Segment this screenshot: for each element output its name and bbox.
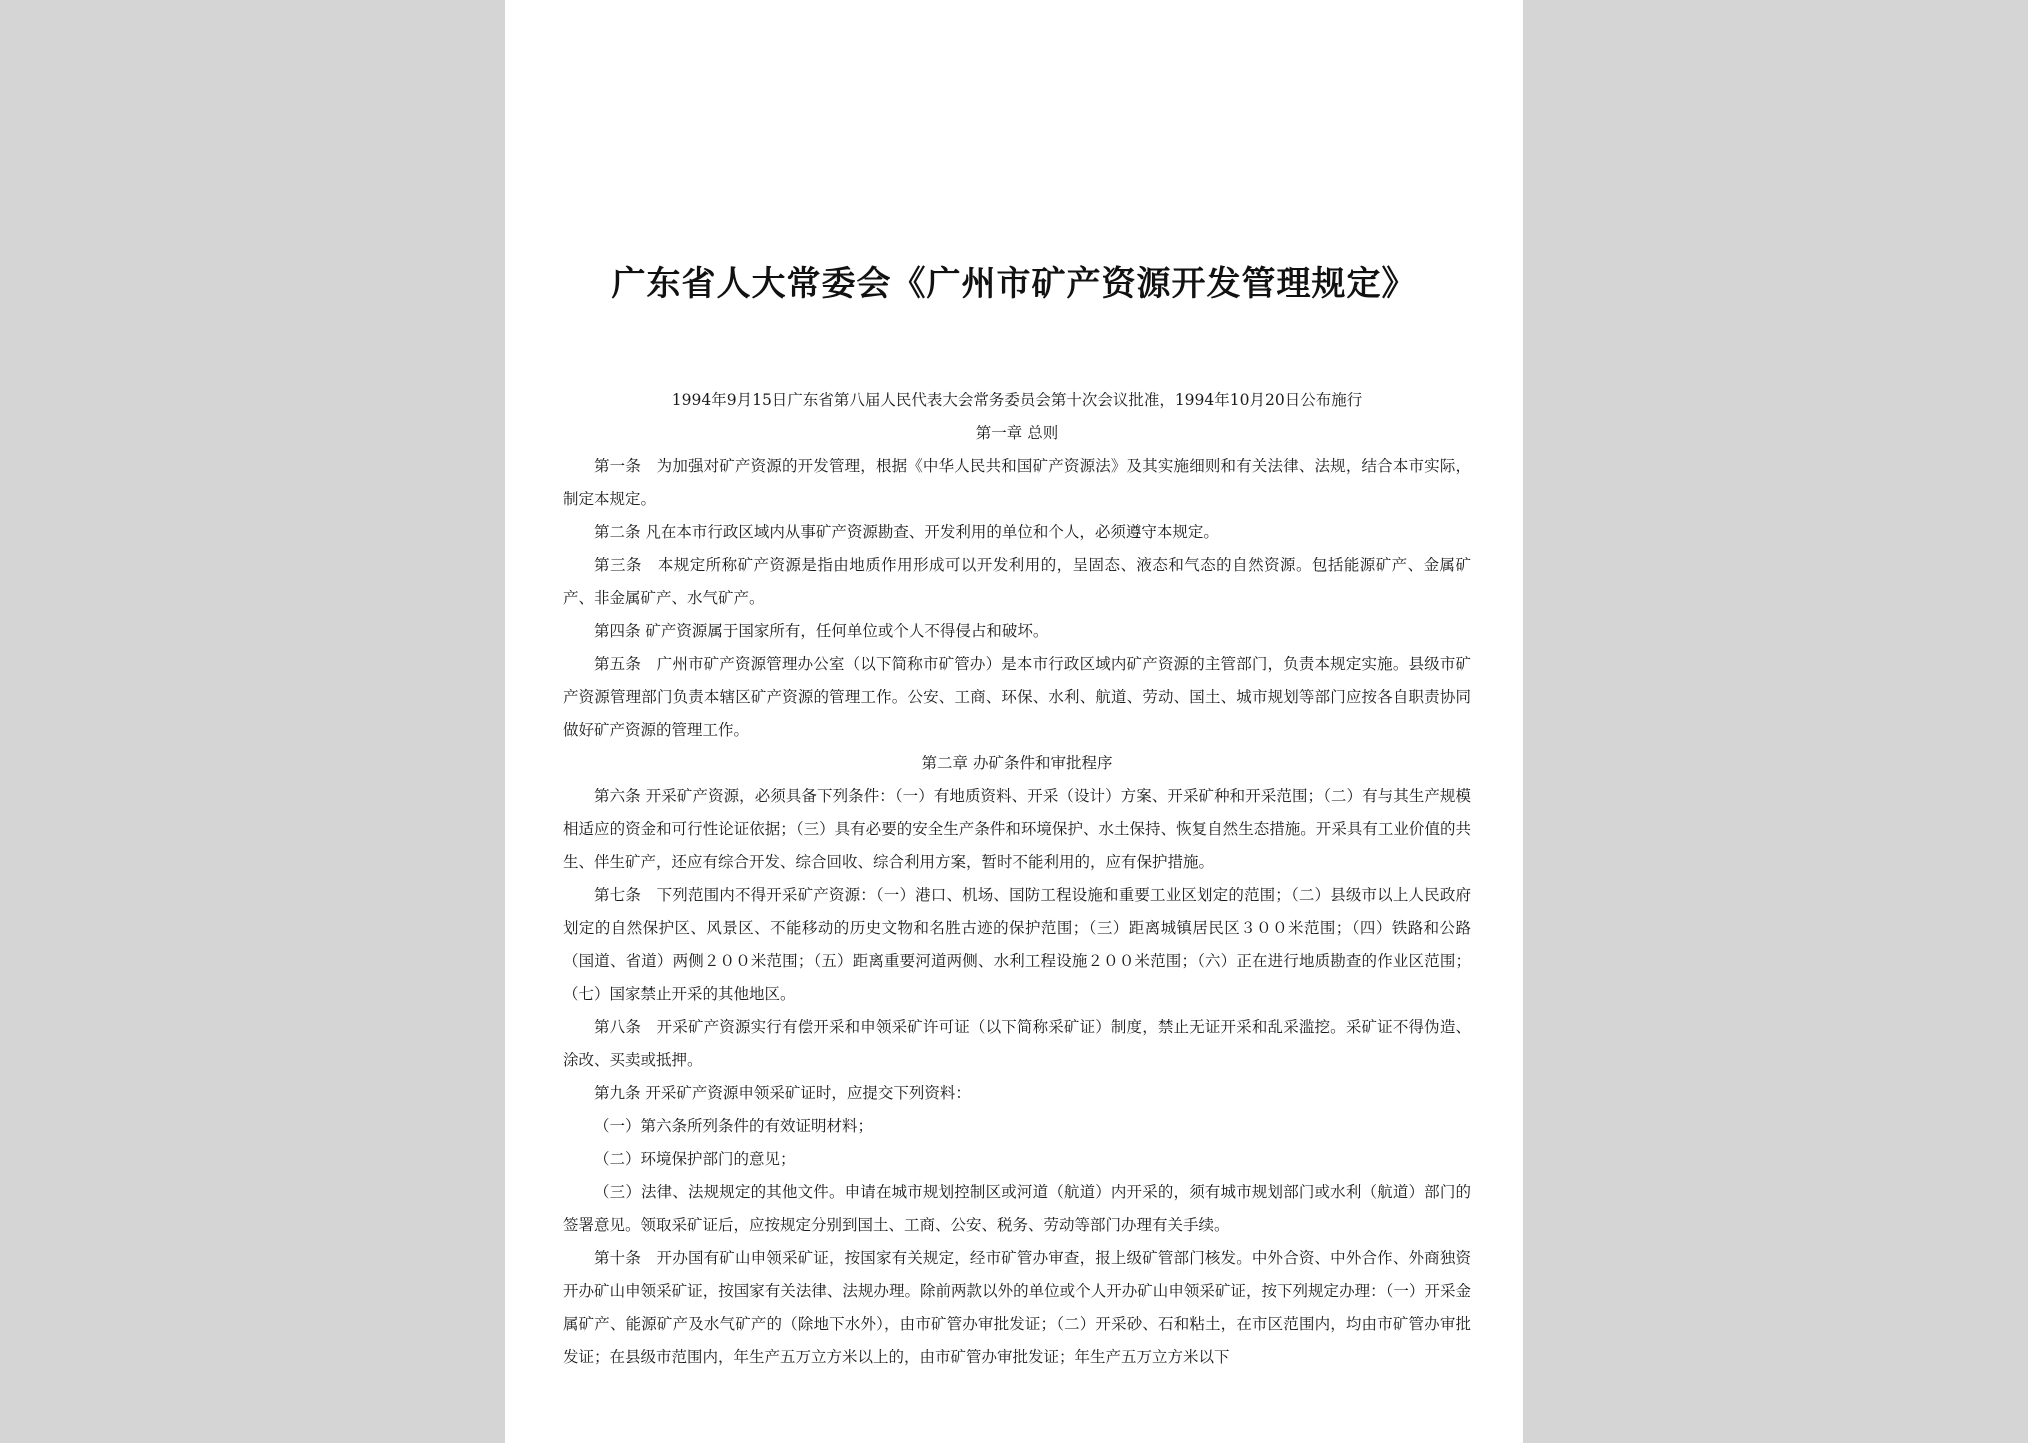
article-paragraph: 第二条 凡在本市行政区域内从事矿产资源勘查、开发利用的单位和个人，必须遵守本规定。 (594, 523, 1219, 541)
approval-line: 1994年9月15日广东省第八届人民代表大会常务委员会第十次会议批准，1994年10月20日公布施行 (671, 391, 1363, 409)
document-body (563, 384, 1471, 1374)
article-paragraph: 第六条 开采矿产资源，必须具备下列条件：（一）有地质资料、开采（设计）方案、开采矿种和开采范围；（二）有与其生产规模相适应的资金和可行性论证依据；（三）具有必要的安全生产条件和环境保护、水土保持、恢复自然生态措施。开采具有工业价值的共生、伴生矿产，还应有综合开发、综合回收、综合利用方案，暂时不能利用的，应有保护措施。 (563, 787, 1471, 871)
article-list-item: （三）法律、法规规定的其他文件。申请在城市规划控制区或河道（航道）内开采的，须有城市规划部门或水利（航道）部门的签署意见。领取采矿证后，应按规定分别到国土、工商、公安、税务、劳动等部门办理有关手续。 (563, 1183, 1471, 1234)
article-paragraph: 第九条 开采矿产资源申领采矿证时，应提交下列资料： (594, 1084, 971, 1102)
article-paragraph: 第八条 开采矿产资源实行有偿开采和申领采矿许可证（以下简称采矿证）制度，禁止无证开采和乱采滥挖。采矿证不得伪造、涂改、买卖或抵押。 (563, 1018, 1471, 1069)
article-paragraph: 第四条 矿产资源属于国家所有，任何单位或个人不得侵占和破坏。 (594, 622, 1049, 640)
article-list-item: （一）第六条所列条件的有效证明材料； (594, 1117, 874, 1135)
article-paragraph: 第三条 本规定所称矿产资源是指由地质作用形成可以开发利用的，呈固态、液态和气态的自然资源。包括能源矿产、金属矿产、非金属矿产、水气矿产。 (563, 556, 1471, 607)
chapter-heading: 第二章 办矿条件和审批程序 (921, 754, 1113, 772)
chapter-heading: 第一章 总则 (975, 424, 1059, 442)
document-title: 广东省人大常委会《广州市矿产资源开发管理规定》 (611, 264, 1417, 304)
article-paragraph: 第五条 广州市矿产资源管理办公室（以下简称市矿管办）是本市行政区域内矿产资源的主管部门，负责本规定实施。县级市矿产资源管理部门负责本辖区矿产资源的管理工作。公安、工商、环保、水利、航道、劳动、国土、城市规划等部门应按各自职责协同做好矿产资源的管理工作。 (563, 655, 1471, 739)
article-paragraph: 第一条 为加强对矿产资源的开发管理，根据《中华人民共和国矿产资源法》及其实施细则和有关法律、法规，结合本市实际，制定本规定。 (563, 457, 1471, 508)
article-paragraph: 第十条 开办国有矿山申领采矿证，按国家有关规定，经市矿管办审查，报上级矿管部门核发。中外合资、中外合作、外商独资开办矿山申领采矿证，按国家有关法律、法规办理。除前两款以外的单位或个人开办矿山申领采矿证，按下列规定办理：（一）开采金属矿产、能源矿产及水气矿产的（除地下水外），由市矿管办审批发证；（二）开采砂、石和粘土，在市区范围内，均由市矿管办审批发证；在县级市范围内，年生产五万立方米以上的，由市矿管办审批发证；年生产五万立方米以下 (563, 1249, 1471, 1366)
article-list-item: （二）环境保护部门的意见； (594, 1150, 796, 1168)
document-page (505, 0, 1523, 1443)
article-paragraph: 第七条 下列范围内不得开采矿产资源：（一）港口、机场、国防工程设施和重要工业区划定的范围；（二）县级市以上人民政府划定的自然保护区、风景区、不能移动的历史文物和名胜古迹的保护范围；（三）距离城镇居民区３００米范围；（四）铁路和公路（国道、省道）两侧２００米范围；（五）距离重要河道两侧、水利工程设施２００米范围；（六）正在进行地质勘查的作业区范围；（七）国家禁止开采的其他地区。 (563, 886, 1471, 1003)
